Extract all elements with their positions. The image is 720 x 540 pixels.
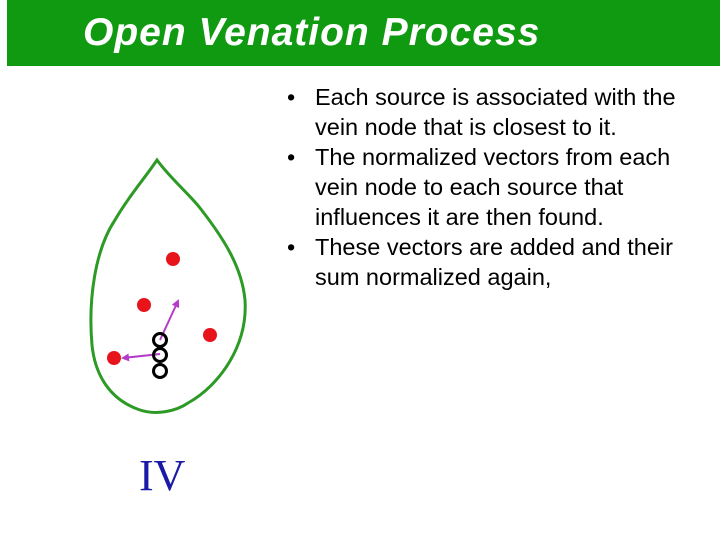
auxin-source [203, 328, 217, 342]
auxin-source [137, 298, 151, 312]
vein-node [154, 365, 167, 378]
slide-title: Open Venation Process [83, 11, 541, 54]
stage-label: IV [139, 451, 186, 500]
leaf-outline [91, 160, 245, 412]
auxin-source [166, 252, 180, 266]
bullet-item: • These vectors are added and their sum normalized again, [287, 232, 712, 292]
bullet-item: • The normalized vectors from each vein node to each source that influences it are then found. [287, 142, 712, 232]
bullet-list [287, 82, 712, 292]
bullet-item: • Each source is associated with the vein node that is closest to it. [287, 82, 712, 142]
auxin-source [107, 351, 121, 365]
